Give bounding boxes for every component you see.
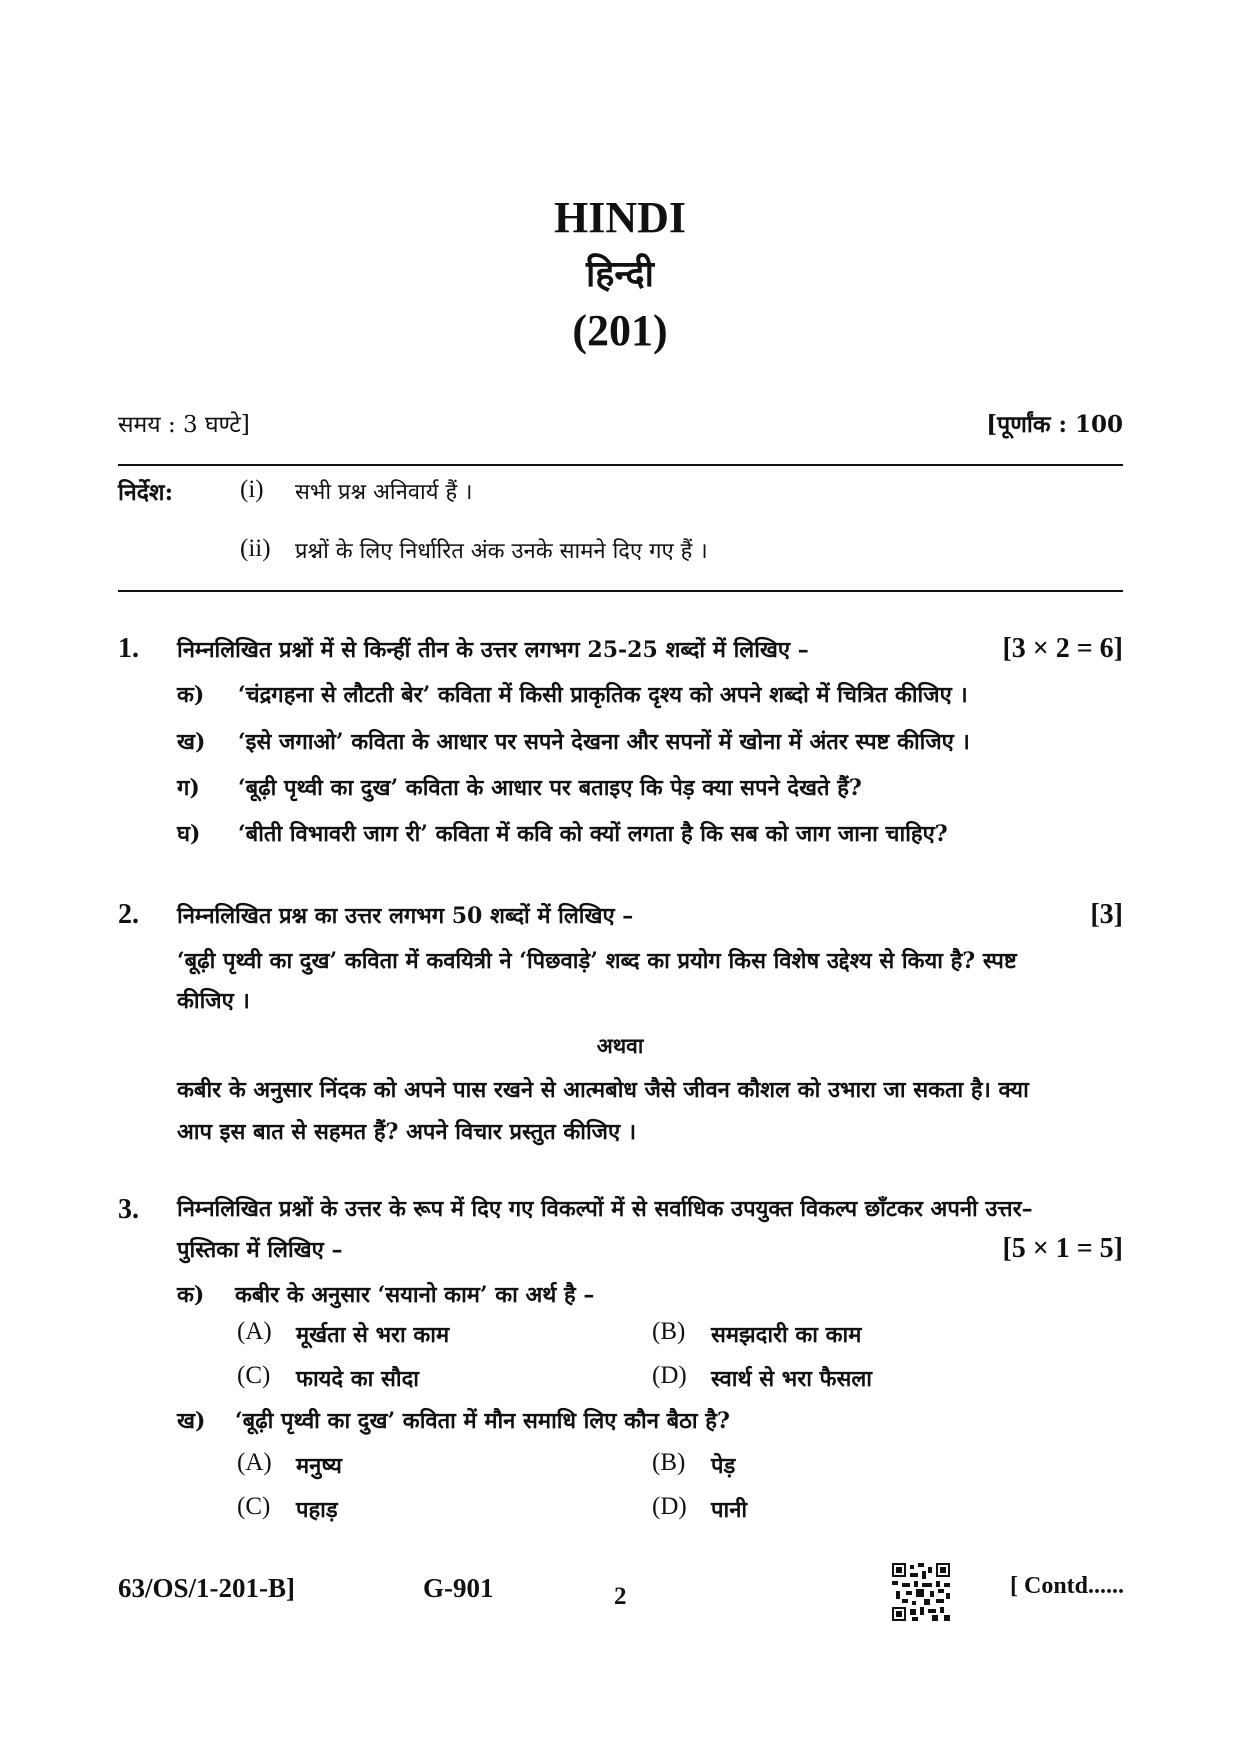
option-key: (A) (237, 1318, 272, 1345)
option-key: (C) (237, 1362, 271, 1389)
part-text: ‘बीती विभावरी जाग री’ कविता में कवि को क्यों लगता है कि सब को जाग जाना चाहिए? (238, 821, 948, 847)
exam-title-english: HINDI (553, 193, 687, 242)
part-text: ‘चंद्रगहना से लौटती बेर’ कविता में किसी प्राकृतिक दृश्य को अपने शब्दो में चित्रित कीजिए । (238, 682, 968, 708)
question-paragraph-line: कबीर के अनुसार निंदक को अपने पास रखने से आत्मबोध जैसे जीवन कौशल को उभारा जा सकता है। क्या (177, 1077, 1029, 1103)
question-text: निम्नलिखित प्रश्नों के उत्तर के रूप में दिए गए विकल्पों में से सर्वाधिक उपयुक्त विकल्प छाँटकर अपनी उत्तर– (177, 1196, 1033, 1222)
time-allowed: समय : 3 घण्टे] (118, 412, 250, 438)
instruction-text: प्रश्नों के लिए निर्धारित अंक उनके सामने दिए गए हैं । (295, 539, 708, 564)
divider-bottom (118, 590, 1123, 592)
question-marks: [3] (1090, 899, 1123, 930)
subject-code: (201) (572, 306, 668, 355)
paper-code: 63/OS/1-201-B] (118, 1573, 296, 1603)
option-text: मनुष्य (296, 1453, 342, 1479)
question-text: निम्नलिखित प्रश्न का उत्तर लगभग 50 शब्दों में लिखिए – (177, 903, 634, 929)
part-label: क) (177, 1282, 205, 1308)
option-key: (D) (652, 1493, 687, 1520)
qr-code-icon (892, 1563, 950, 1621)
page-number: 2 (614, 1583, 627, 1610)
question-paragraph-line: आप इस बात से सहमत हैं? अपने विचार प्रस्तुत कीजिए । (177, 1119, 637, 1145)
part-label: ख) (177, 1408, 206, 1434)
set-code: G-901 (423, 1573, 494, 1603)
part-text: कबीर के अनुसार ‘सयानो काम’ का अर्थ है – (235, 1282, 595, 1308)
exam-title-hindi: हिन्दी (585, 253, 654, 295)
instruction-text: सभी प्रश्न अनिवार्य हैं । (295, 480, 473, 505)
question-number: 1. (118, 633, 139, 664)
option-text: मूर्खता से भरा काम (296, 1322, 450, 1348)
option-text: पानी (711, 1497, 748, 1523)
option-text: समझदारी का काम (711, 1322, 862, 1348)
option-key: (C) (237, 1493, 271, 1520)
part-label: क) (177, 682, 205, 708)
continued-note: [ Contd...... (1010, 1573, 1125, 1599)
instruction-num: (i) (240, 476, 264, 503)
question-text: पुस्तिका में लिखिए – (177, 1237, 343, 1263)
question-number: 3. (118, 1194, 139, 1225)
question-marks: [3 × 2 = 6] (1002, 633, 1123, 664)
question-number: 2. (118, 899, 139, 930)
or-separator: अथवा (596, 1033, 644, 1058)
option-text: पेड़ (711, 1453, 736, 1479)
option-key: (B) (652, 1449, 686, 1476)
part-text: ‘इसे जगाओ’ कविता के आधार पर सपने देखना और सपनों में खोना में अंतर स्पष्ट कीजिए । (238, 729, 970, 755)
part-label: ख) (177, 729, 206, 755)
option-key: (B) (652, 1318, 686, 1345)
option-text: स्वार्थ से भरा फैसला (711, 1366, 873, 1392)
part-text: ‘बूढ़ी पृथ्वी का दुख’ कविता के आधार पर बताइए कि पेड़ क्या सपने देखते हैं? (238, 775, 862, 801)
part-label: ग) (177, 775, 200, 801)
instructions-label: निर्देश: (118, 479, 174, 506)
instruction-num: (ii) (240, 535, 271, 562)
option-text: पहाड़ (296, 1497, 338, 1523)
part-text: ‘बूढ़ी पृथ्वी का दुख’ कविता में मौन समाधि लिए कौन बैठा है? (235, 1408, 730, 1434)
option-text: फायदे का सौदा (296, 1366, 419, 1392)
divider-top (118, 464, 1123, 466)
option-key: (A) (237, 1449, 272, 1476)
question-paragraph-line: ‘बूढ़ी पृथ्वी का दुख’ कविता में कवयित्री ने ‘पिछवाड़े’ शब्द का प्रयोग किस विशेष उद्देश्य से किया है? स्पष्ट (177, 948, 1017, 974)
max-marks: [पूर्णांक : 100 (986, 411, 1123, 438)
part-label: घ) (177, 821, 201, 847)
question-marks: [5 × 1 = 5] (1002, 1233, 1123, 1264)
option-key: (D) (652, 1362, 687, 1389)
question-paragraph-line: कीजिए । (177, 988, 250, 1014)
question-text: निम्नलिखित प्रश्नों में से किन्हीं तीन के उत्तर लगभग 25-25 शब्दों में लिखिए – (177, 637, 809, 663)
